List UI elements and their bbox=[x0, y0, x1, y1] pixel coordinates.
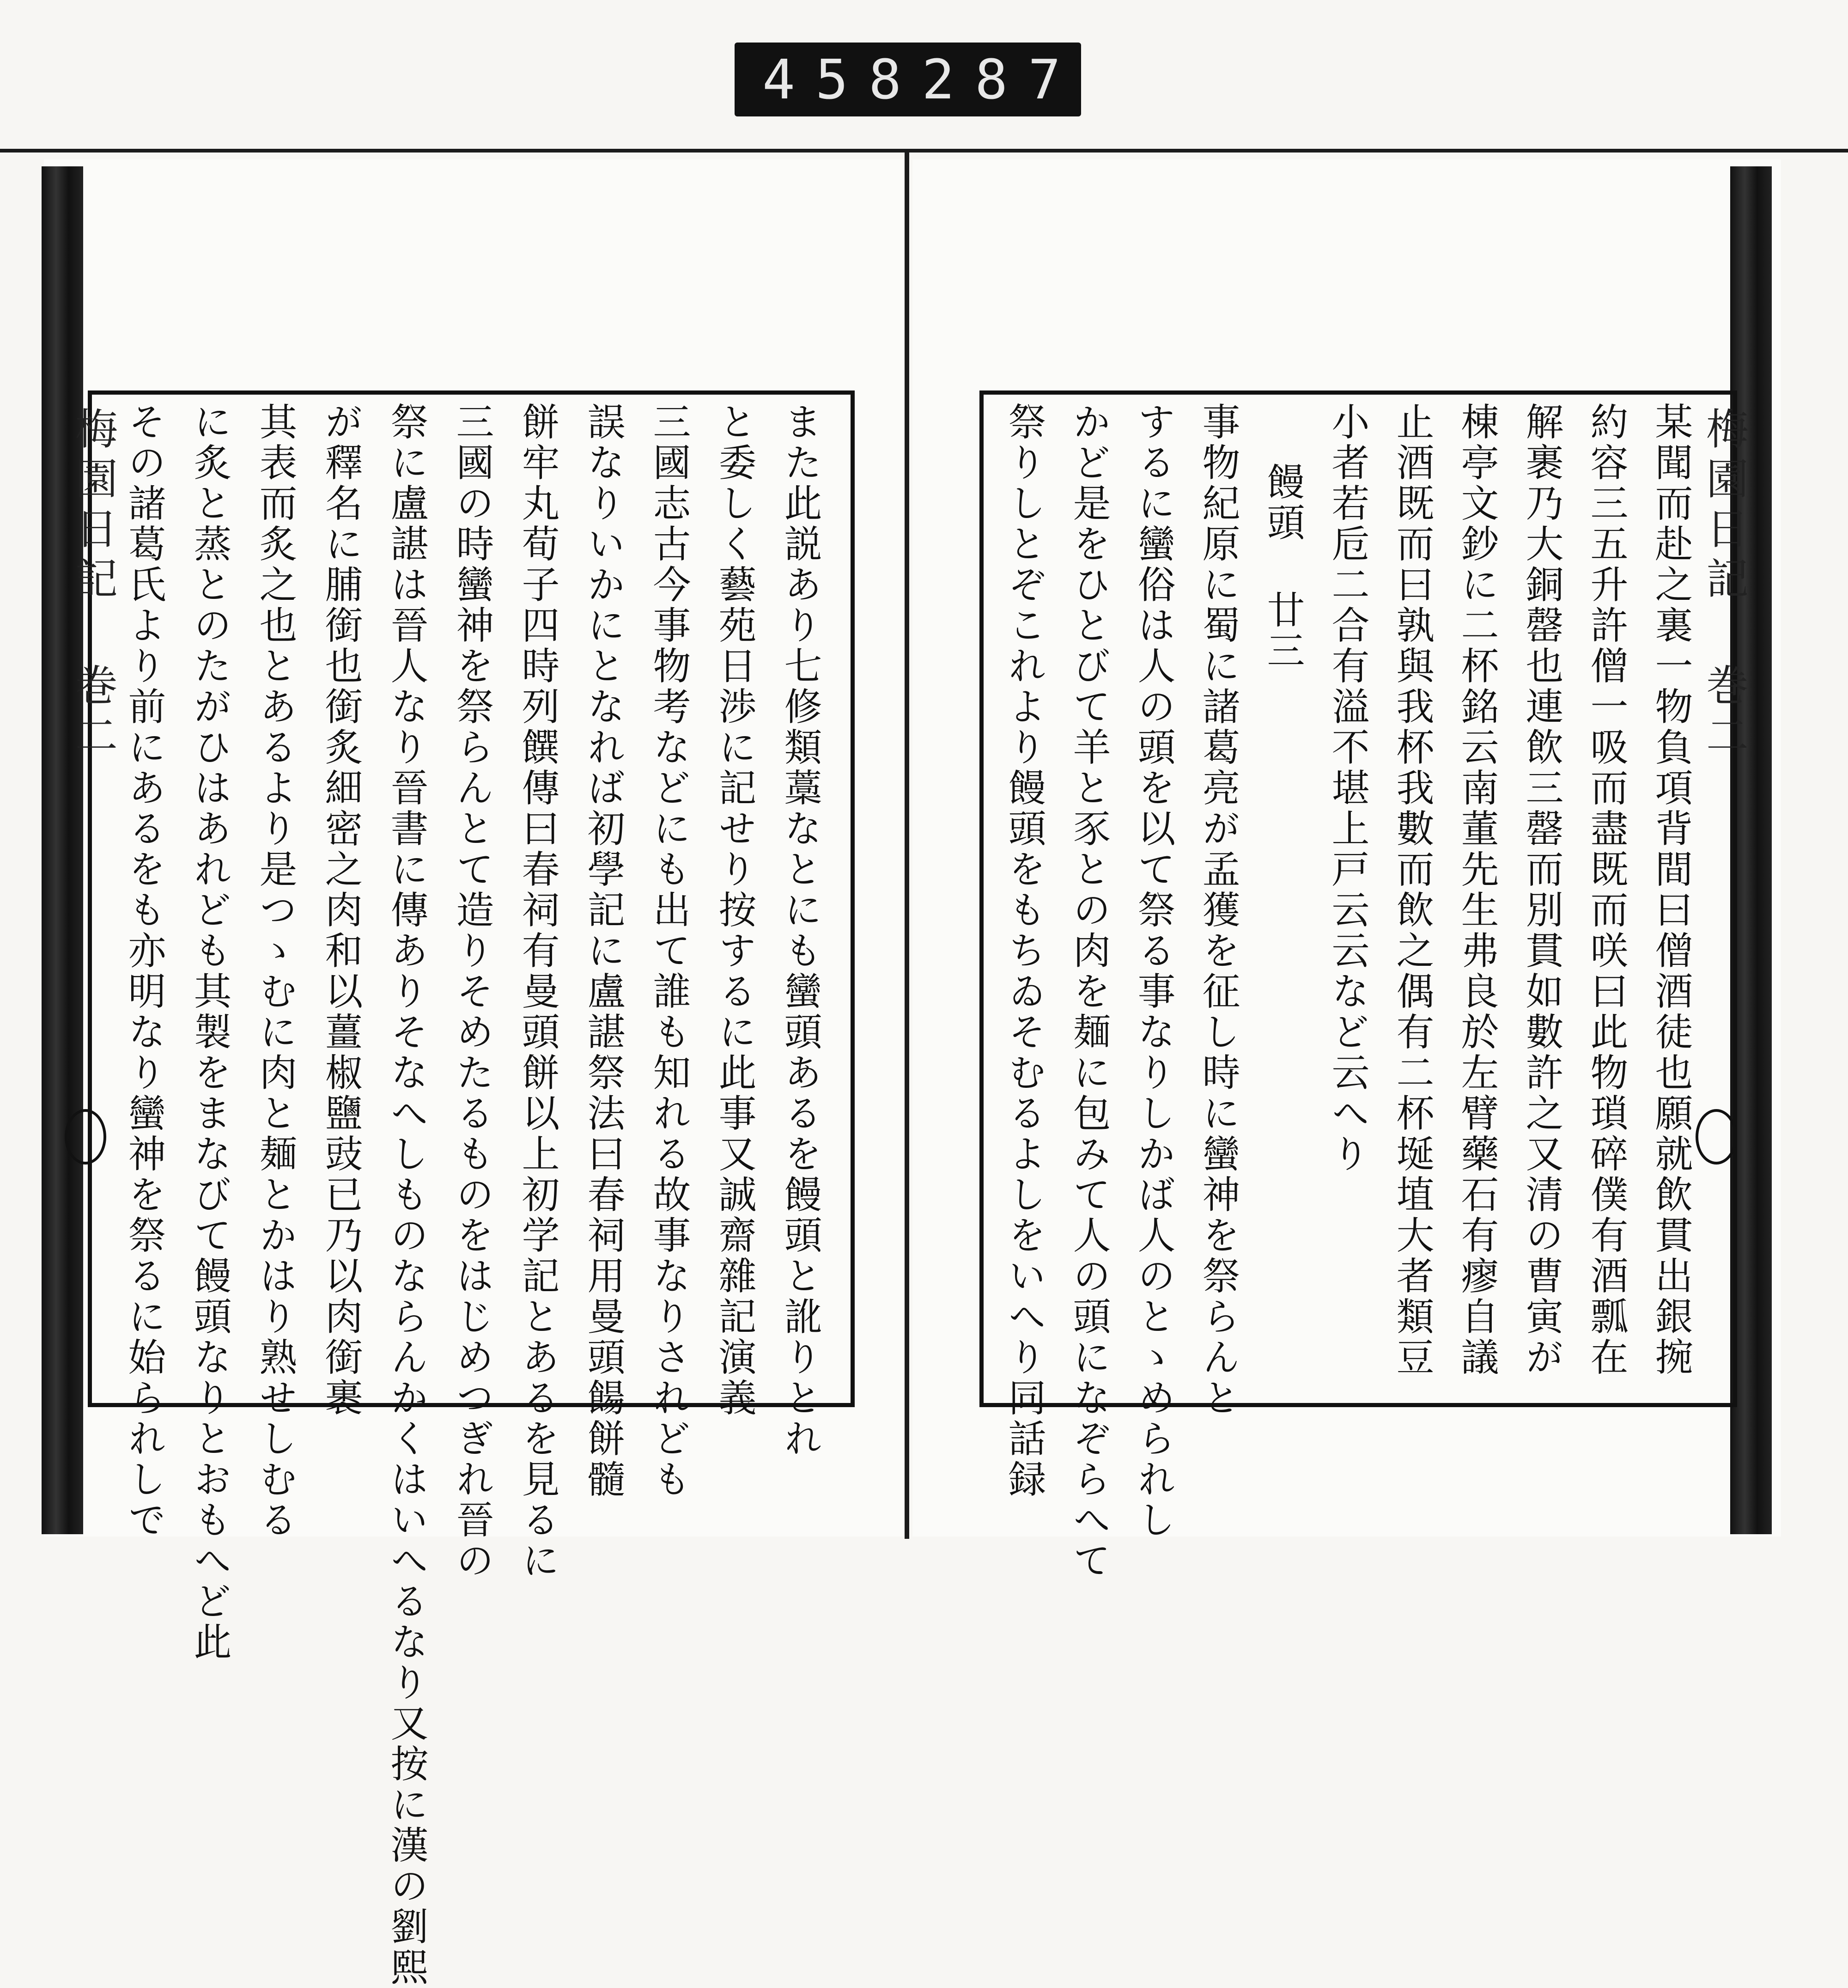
right-col-8: 事物紀原に蜀に諸葛亮が孟獲を征し時に蠻神を祭らんと bbox=[1196, 402, 1240, 1419]
left-col-6: 三國の時蠻神を祭らんとて造りそめたるものをはじめつぎれ晉の bbox=[450, 402, 494, 1581]
left-col-5: 餅牢丸荀子四時列饌傳曰春祠有曼頭餅以上初学記とあるを見るに bbox=[516, 402, 559, 1581]
book-spine bbox=[905, 152, 909, 1539]
stamp-number-left: 458 bbox=[762, 48, 922, 111]
right-col-5: 止酒既而曰孰與我杯我數而飲之偶有二杯埏埴大者類豆 bbox=[1390, 402, 1434, 1378]
section-heading-manju: 饅頭 廿三 bbox=[1261, 462, 1305, 671]
left-col-3: 三國志古今事物考などにも出て誰も知れる故事なりされども bbox=[647, 402, 691, 1500]
left-col-1: また此説あり七修類藁なとにも蠻頭あるを饅頭と訛りとれ bbox=[778, 402, 822, 1459]
right-col-11: 祭りしとぞこれより饅頭をもちゐそむるよしをいへり同話録 bbox=[1002, 402, 1046, 1500]
left-col-7: 祭に盧諶は晉人なり晉書に傳ありそなへしものならんかくはいへるなり又按に漢の劉熙 bbox=[384, 402, 428, 1988]
left-col-8: が釋名に脯銜也銜炙細密之肉和以薑椒鹽豉已乃以肉銜裹 bbox=[319, 402, 363, 1419]
left-col-11: その諸葛氏より前にあるをも亦明なり蠻神を祭るに始られしで bbox=[122, 402, 166, 1541]
left-page-edge bbox=[42, 166, 83, 1534]
archive-stamp bbox=[735, 43, 1081, 116]
left-col-4: 誤なりいかにとなれば初學記に盧諶祭法曰春祠用曼頭餳餅髓 bbox=[581, 402, 625, 1500]
left-col-10: に炙と蒸とのたがひはあれども其製をまなびて饅頭なりとおもへど此 bbox=[188, 402, 231, 1663]
right-col-9: するに蠻俗は人の頭を以て祭る事なりしかば人のとゝめられし bbox=[1131, 402, 1175, 1541]
right-col-2: 約容三五升許僧一吸而盡既而咲曰此物瑣碎僕有酒瓢在 bbox=[1584, 402, 1628, 1378]
right-margin-circle bbox=[1696, 1109, 1737, 1165]
left-margin-circle bbox=[65, 1109, 106, 1165]
right-col-10: かど是をひとびて羊と豕との肉を麺に包みて人の頭になぞらへて bbox=[1067, 402, 1111, 1581]
right-margin-title: 梅園日記 巻二 bbox=[1699, 407, 1749, 763]
right-col-4: 棟亭文鈔に二杯銘云南董先生弗良於左臂藥石有瘳自議 bbox=[1455, 402, 1499, 1378]
left-col-2: と委しく藝苑日渉に記せり按するに此事又誠齋雜記演義 bbox=[712, 402, 756, 1419]
top-rule bbox=[0, 149, 1848, 152]
left-margin-title: 梅園日記 巻二 bbox=[68, 407, 118, 763]
right-col-1: 某聞而赴之裏一物負項背間曰僧酒徒也願就飲貫出銀捥 bbox=[1649, 402, 1693, 1378]
right-col-6: 小者若卮二合有溢不堪上戸云云など云へり bbox=[1325, 402, 1369, 1175]
stamp-number-right: 287 bbox=[922, 48, 1082, 111]
right-col-3: 解裹乃大銅罄也連飲三罄而別貫如數許之又清の曹寅が bbox=[1520, 402, 1563, 1378]
left-col-9: 其表而炙之也とあるより是つゝむに肉と麺とかはり熟せしむる bbox=[253, 402, 297, 1541]
